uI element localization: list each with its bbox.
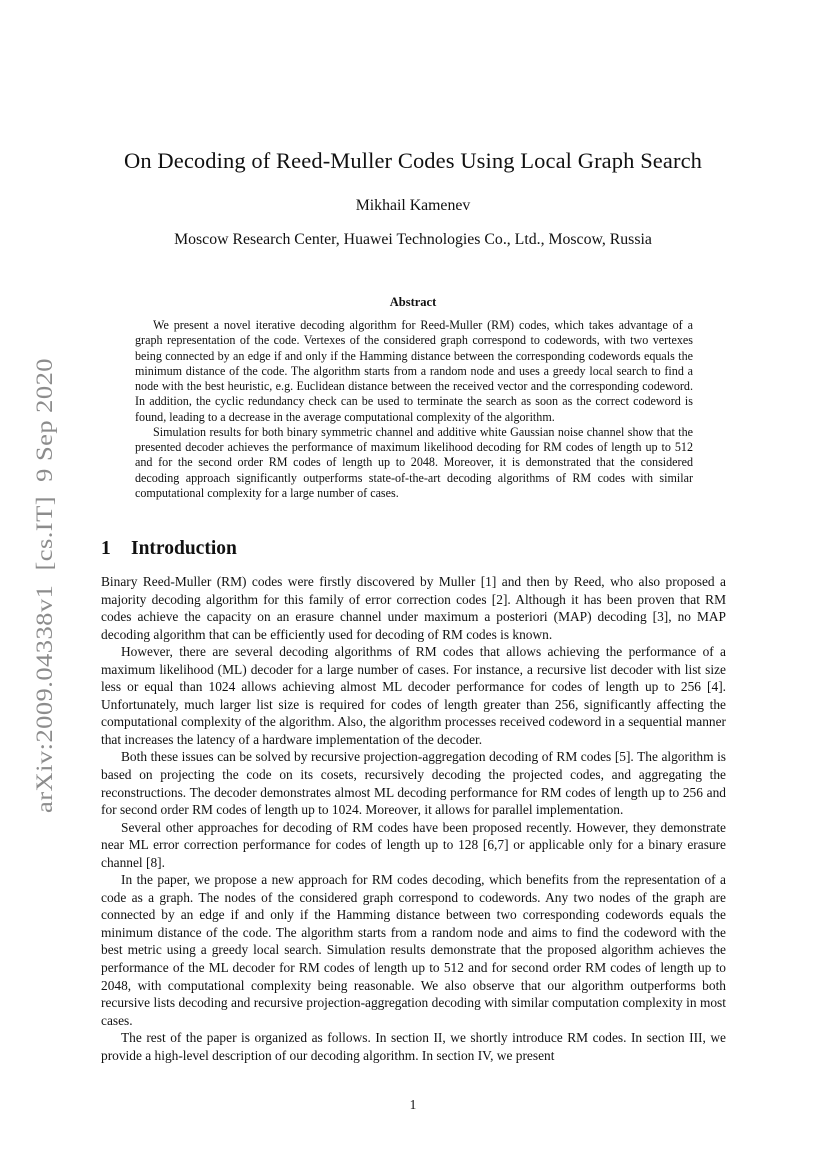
arxiv-identifier-stamp — [22, 355, 62, 815]
arxiv-identifier-text: arXiv:2009.04338v1 [cs.IT] 9 Sep 2020 — [32, 417, 57, 813]
body-paragraph: In the paper, we propose a new approach for RM codes decoding, which benefits from the representation of a code as a graph. The nodes of the considered graph correspond to codewords. Any two nodes of the graph are connected by an edge if and only if the Hamming distance between two corresponding codewords equals the minimum distance of the code. The algorithm starts from a random node and aims to find the codeword with the best metric using a greedy local search. Simulation results demonstrate that the proposed algorithm achieves the performance of the ML decoder for RM codes of length up to 512 and for second order RM codes of length up to 2048, with computational complexity being reasonable. We also observe that our algorithm outperforms both recursive lists decoding and recursive projection-aggregation decoding with similar computation complexity in most cases. — [101, 872, 726, 1028]
abstract-paragraph: We present a novel iterative decoding algorithm for Reed-Muller (RM) codes, which takes advantage of a graph representation of the code. Vertexes of the considered graph correspond to codewords, with two vertexes being connected by an edge if and only if the Hamming distance between the corresponding codewords equals the minimum distance of the code. The algorithm starts from a random node and uses a greedy local search to find a node with the best heuristic, e.g. Euclidean distance between the received vector and the corresponding codeword. In addition, the cyclic redundancy check can be used to terminate the search as soon as the correct codeword is found, leading to a decrease in the average computational complexity of the algorithm. — [135, 318, 693, 424]
body-paragraph: The rest of the paper is organized as follows. In section II, we shortly introduce RM codes. In section III, we provide a high-level description of our decoding algorithm. In section IV, we present — [101, 1030, 726, 1063]
body-paragraph: Several other approaches for decoding of RM codes have been proposed recently. However, they demonstrate near ML error correction performance for codes of length up to 128 [6,7] or applicable only for a binary erasure channel [8]. — [101, 819, 726, 870]
author-affiliation: Moscow Research Center, Huawei Technologies Co., Ltd., Moscow, Russia — [174, 231, 652, 248]
abstract-heading: Abstract — [389, 295, 437, 309]
section-heading — [101, 538, 237, 560]
abstract-paragraph: Simulation results for both binary symmetric channel and additive white Gaussian noise channel show that the presented decoder achieves the performance of maximum likelihood decoding for RM codes of length up to 512 and for the second order RM codes of length up to 2048. Moreover, it is demonstrated that the considered decoding approach significantly outperforms state-of-the-art decoding algorithms of RM codes with similar computational complexity for a large number of cases. — [135, 424, 693, 500]
introduction-body — [101, 573, 726, 1064]
body-paragraph: Binary Reed-Muller (RM) codes were firstly discovered by Muller [1] and then by Reed, who also proposed a majority decoding algorithm for this family of error correction codes [2]. Although it has been proven that RM codes achieve the capacity on an erasure channel under maximum a posteriori (MAP) decoding [3], no MAP decoding algorithm that can be efficiently used for decoding of RM codes is known. — [101, 574, 726, 642]
abstract-body — [135, 318, 693, 501]
section-number: 1 — [101, 538, 111, 559]
author-name: Mikhail Kamenev — [355, 197, 471, 214]
body-paragraph: However, there are several decoding algorithms of RM codes that allows achieving the performance of a maximum likelihood (ML) decoder for a large number of cases. For instance, a recursive list decoder with list size less or equal than 1024 allows achieving almost ML decoder performance for codes of length up to 256 [4]. Unfortunately, much larger list size is required for codes of length greater than 256, significantly affecting the computational complexity of the algorithm. Also, the algorithm processes received codeword in a sequential manner that increases the latency of a hardware implementation of the decoder. — [101, 644, 726, 747]
section-title: Introduction — [131, 538, 237, 559]
page-number: 1 — [409, 1097, 417, 1112]
body-paragraph: Both these issues can be solved by recursive projection-aggregation decoding of RM codes [5]. The algorithm is based on projecting the code on its cosets, recursively decoding the projected codes, and aggregating the reconstructions. The decoder demonstrates almost ML decoding performance for RM codes of length up to 256 and for second order RM codes of length up to 1024. Moreover, it allows for parallel implementation. — [101, 749, 726, 818]
paper-title: On Decoding of Reed-Muller Codes Using Local Graph Search — [123, 148, 703, 173]
